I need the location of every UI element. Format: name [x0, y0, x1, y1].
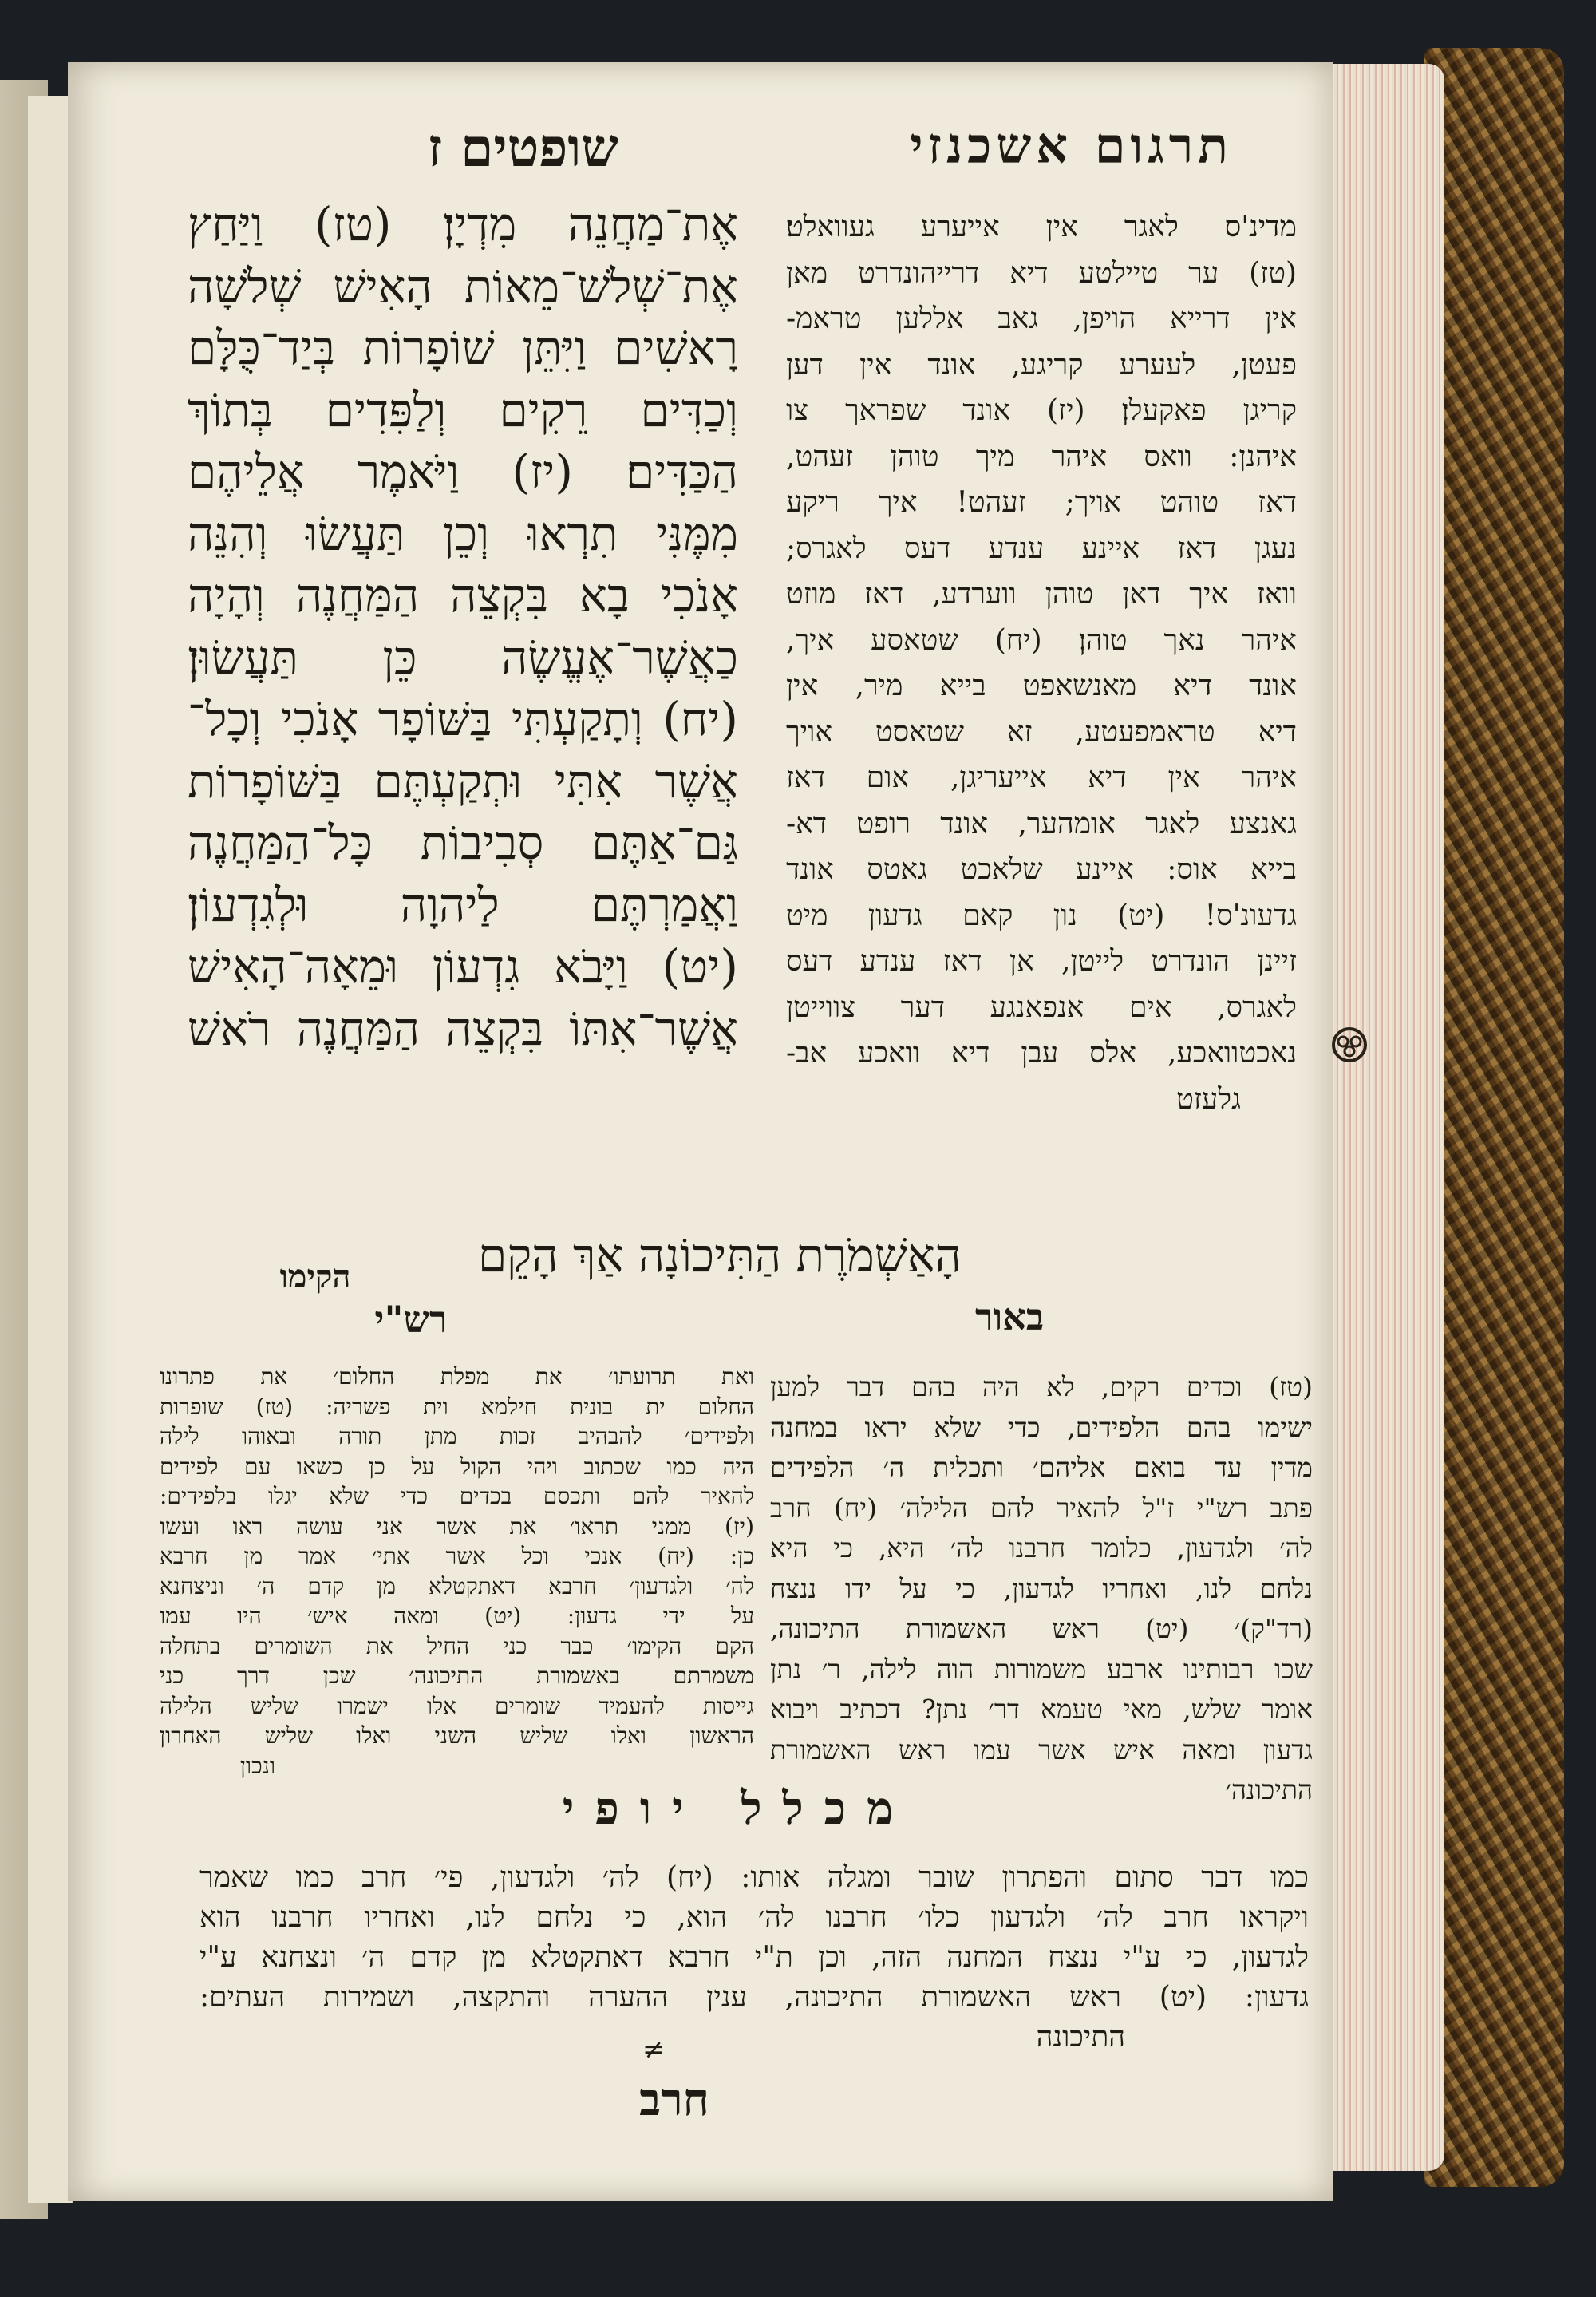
- biur-commentary: [770, 1367, 1313, 1811]
- rashi-line: לה׳ ולגדעון׳ חרבא דאתקטלא מן קדם ה׳ וניצחנא: [160, 1572, 754, 1599]
- biur-line: התיכונה׳: [1225, 1774, 1313, 1805]
- biur-line: פתב רש"י ז"ל להאיר להם הלילה׳ (יח) חרב: [770, 1492, 1313, 1524]
- catchword-bottom: חרב: [639, 2074, 709, 2126]
- translation-line: גאנצע לאגר אומהער, אונד רופט דא-: [786, 807, 1297, 840]
- rashi-line: גייסות להעמיד שומרים אלו ישמרו שליש הלילה: [160, 1692, 754, 1719]
- translation-line: קריגן פאקעלן׃ (יז) אונד שפראך צו: [786, 394, 1297, 427]
- biur-line: (טז) וכדים רקים, לא היה בהם דבר למען: [770, 1371, 1313, 1402]
- biur-line: לה׳ ולגדעון, כלומר חרבנו לה׳ היא, כי היא: [770, 1532, 1313, 1564]
- rashi-line: (יז) ממני תראו׳ את אשר אני עושה ראו ועשו: [160, 1512, 754, 1540]
- bible-line: גַּם־אַתֶּם סְבִיבוֹת כָּל־הַמַּחֲנֶה: [188, 816, 738, 870]
- mikhlal-line: כמו דבר סתום והפתרון שובר ומגלה אותו: (יח) לה׳ ולגדעון, פי׳ חרב כמו שאמר: [200, 1861, 1309, 1894]
- translation-line: פעטן, לעערע קריגע, אונד אין דען: [786, 348, 1297, 382]
- left-page-edge: [28, 96, 73, 2203]
- rashi-line: ונכון: [239, 1752, 275, 1779]
- catchword-top: הקימו: [279, 1258, 351, 1295]
- translation-line: (טז) ער טיילטע דיא דרייהונדרט מאן: [786, 256, 1297, 290]
- bible-line: מִמֶּנִּי תִרְאוּ וְכֵן תַּעֲשׂוּ וְהִנֵּה: [188, 506, 738, 561]
- rashi-line: כן: (יח) אנכי וכל אשר אתי׳ אמר מן חרבא: [160, 1543, 754, 1569]
- mikhlal-yofi-commentary: [200, 1858, 1309, 2058]
- translation-line: אונד דיא מאנשאפט בייא מיר, אין: [786, 670, 1297, 702]
- translation-line: נאכטוואכע, אלס עבן דיא וואכע אב-: [786, 1037, 1297, 1069]
- book-page: [68, 62, 1333, 2201]
- biur-line: נלחם לנו, ואחריו לגדעון, כי על ידו ננצח: [770, 1572, 1313, 1604]
- bible-line: אָנֹכִי בָא בִּקְצֵה הַמַּחֲנֶה וְהָיָה: [188, 568, 738, 623]
- translation-line: דאז טוהט אויך; זעהט! איך ריקע: [786, 486, 1297, 519]
- biur-line: שכו רבותינו ארבע משמורות הוה לילה, ר׳ נתן: [770, 1653, 1313, 1685]
- translation-line: איהנן: וואס איהר מיך טוהן זעהט,: [786, 440, 1297, 473]
- rashi-line: על ידי גדעון: (יט) ומאה איש׳ היו עמו: [160, 1603, 754, 1629]
- translation-line: נעגן דאז איינע ענדע דעס לאגרס;: [786, 532, 1297, 565]
- rashi-line: ואת תרועתו׳ את מפלת החלום׳ את פתרונו: [160, 1363, 754, 1390]
- marbled-cover: [1424, 48, 1564, 2187]
- catch-mark: ≠: [642, 2034, 666, 2066]
- translation-line: וואז איך דאן טוהן ווערדע, דאז מוזט: [786, 578, 1297, 611]
- rashi-commentary: [160, 1362, 754, 1781]
- bible-line: אֲשֶׁר־אִתּוֹ בִּקְצֵה הַמַּחֲנֶה רֹאשׁ: [188, 1001, 738, 1056]
- bible-line: הַכַּדִּים׃ (יז) וַיֹּאמֶר אֲלֵיהֶם: [188, 445, 738, 499]
- translation-line: לאגרס, אים אנפאנגע דער צווייטן: [786, 990, 1297, 1024]
- mikhlal-line: ויקראו חרב לה׳ ולגדעון כלו׳ חרבנו לה׳ הוא, כי נלחם לנו, ואחריו חרבנו הוא: [200, 1901, 1309, 1934]
- bible-line: כַאֲשֶׁר־אֶעֱשֶׂה כֵּן תַּעֲשׂוּן׃: [188, 630, 738, 685]
- mikhlal-yofi-title: מכלל יופי: [562, 1782, 915, 1835]
- translation-line: אין דרייא הויפן, גאב אללען טראמ-: [786, 302, 1297, 335]
- mikhlal-line: לגדעון, כי ע"י ננצח המחנה הזה, וכן ת"י חרבא דאתקטלא מן קדם ה׳ ונצחנא ע"י: [200, 1941, 1309, 1974]
- rashi-line: החלום ית בונית חילמא וית פשריה: (טז) שופרות: [160, 1393, 754, 1420]
- translation-line: גלעזט: [1176, 1082, 1241, 1116]
- translation-line: איהר נאך טוהן׃ (יח) שטאסע איך,: [786, 623, 1297, 657]
- biur-line: (רד"ק)׳ (יט) ראש האשמורת התיכונה,: [770, 1613, 1313, 1644]
- translation-line: גדעונ'ס! (יט) נון קאם גדעון מיט: [786, 899, 1297, 932]
- translation-line: איהר אין דיא אייעריגן, אום דאז: [786, 761, 1297, 794]
- bible-line: אֲשֶׁר אִתִּי וּתְקַעְתֶּם בַּשּׁוֹפָרוֹת: [188, 753, 738, 808]
- bible-continuation-line: הָאַשְׁמֹרֶת הַתִּיכוֹנָה אַךְ הָקֵם: [477, 1228, 962, 1283]
- biur-line: מדין עד בואם אליהם׳ ותכלית ה׳ הלפידים: [770, 1452, 1313, 1483]
- rashi-line: ולפידים׳ להבהיב זכות מתן תורה ובאוהו לילה: [160, 1423, 754, 1449]
- bible-line: רָאשִׁים וַיִּתֵּן שׁוֹפָרוֹת בְּיַד־כֻּלָּם: [188, 321, 738, 375]
- bible-line: וְכַדִּים רֵקִים וְלַפִּדִים בְּתוֹךְ: [188, 382, 738, 437]
- rashi-line: הראשון ואלו שליש השני ואלו שליש האחרון: [160, 1722, 754, 1749]
- bible-line: וַאֲמַרְתֶּם לַיהוָה וּלְגִדְעוֹן׃: [188, 877, 738, 932]
- biur-line: ישימו בהם הלפידים, כדי שלא יראו במחנה: [770, 1411, 1313, 1443]
- rashi-line: להאיר להם ותכסם בכדים כדי שלא יגלו בלפידים:: [160, 1483, 754, 1509]
- biur-line: אומר שלש, מאי טעמא דר׳ נתן? דכתיב ויבוא: [770, 1694, 1313, 1725]
- ornament-icon: [1329, 1024, 1370, 1065]
- translation-line: מדינ'ס לאגר אין אייערע געוואלט׃: [786, 211, 1297, 243]
- rashi-line: הקם הקימו׳ כבר כני החיל את השומרים בתחלה: [160, 1632, 754, 1659]
- translation-line: זיינן הונדרט לייטן, אן דאז ענדע דעס: [786, 945, 1297, 978]
- running-header-right: תרגום אשכנזי: [910, 117, 1233, 175]
- biur-line: גדעון ומאה איש אשר עמו ראש האשמורת: [770, 1734, 1313, 1765]
- bible-line: (יח) וְתָקַעְתִּי בַּשּׁוֹפָר אָנֹכִי וְכָל־: [188, 692, 738, 746]
- mikhlal-line: גדעון: (יט) ראש האשמורת התיכונה, ענין ההערה והתקצה, ושמירות העתים:: [200, 1981, 1309, 2014]
- bible-text-column: [188, 194, 738, 1060]
- translation-column: [786, 204, 1297, 1122]
- rashi-line: היה כמו שכתוב ויהי הקול על כן כשאו עם לפידים: [160, 1453, 754, 1480]
- bible-line: (יט) וַיָּבֹא גִדְעוֹן וּמֵאָה־הָאִישׁ: [188, 939, 738, 994]
- running-header-left: שופטים ז: [427, 117, 618, 179]
- translation-line: דיא טראמפעטע, זא שטאסט אויך: [786, 715, 1297, 749]
- translation-line: בייא אוס: איינע שלאכט גאטס אונד: [786, 853, 1297, 886]
- bible-line: אֶת־מַחֲנֵה מִדְיָן׃ (טז) וַיַּחַץ: [188, 197, 738, 251]
- bible-line: אֶת־שְׁלֹשׁ־מֵאוֹת הָאִישׁ שְׁלֹשָׁה: [188, 259, 738, 314]
- biur-title: באור: [974, 1295, 1045, 1338]
- rashi-line: משמרתם באשמורת התיכונה׳ שכן דרך כני: [160, 1662, 754, 1689]
- mikhlal-line: התיכונה: [1036, 2021, 1125, 2054]
- rashi-title: רש"י: [374, 1298, 448, 1341]
